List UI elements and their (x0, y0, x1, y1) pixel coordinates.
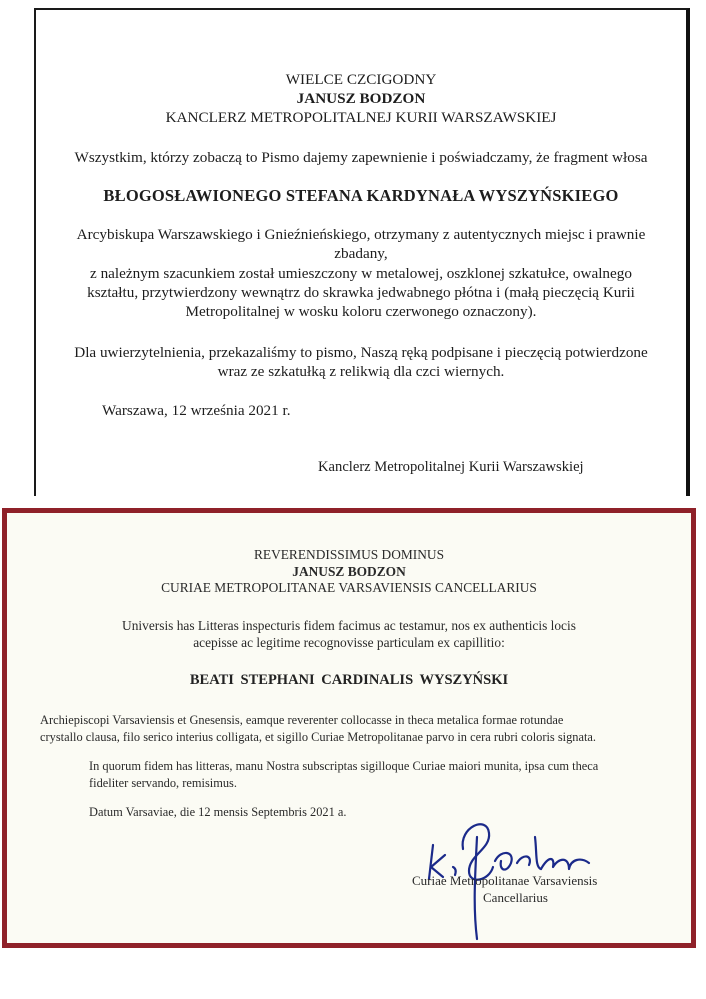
pl-title-name: JANUSZ BODZON (296, 90, 426, 107)
la-subject: BEATI STEPHANI CARDINALIS WYSZYŃSKI (189, 672, 509, 688)
la-intro-line: Universis has Litteras inspecturis fidem facimus ac testamur, nos ex authenticis locis (122, 618, 576, 633)
la-title-name: JANUSZ BODZON (292, 564, 406, 579)
pl-body-line: z należnym szacunkiem został umieszczony w metalowej, oszklonej szkatułce, owalnego (90, 265, 632, 282)
pl-body-line: Metropolitalnej w wosku koloru czerwonego oznaczony). (185, 303, 537, 320)
latin-certificate (2, 508, 696, 948)
la-date: Datum Varsaviae, die 12 mensis Septembris 2021 a. (89, 805, 347, 819)
pl-intro: Wszystkim, którzy zobaczą to Pismo dajemy zapewnienie i poświadczamy, że fragment włosa (74, 149, 648, 166)
la-attest-line: fideliter servando, remisimus. (89, 776, 237, 790)
pl-title-office: KANCLERZ METROPOLITALNEJ KURII WARSZAWSKIEJ (165, 109, 557, 126)
polish-certificate (34, 8, 690, 496)
la-intro-line: acepisse ac legitime recognovisse particulam ex capillitio: (193, 635, 505, 650)
la-title-office: CURIAE METROPOLITANAE VARSAVIENSIS CANCELLARIUS (161, 580, 537, 595)
la-body-line: Archiepiscopi Varsaviensis et Gnesensis, eamque reverenter collocasse in theca metalica formae rotundae (40, 713, 564, 727)
pl-body-line: kształtu, przytwierdzony wewnątrz do skrawka jedwabnego płótna i (małą pieczęcią Kurii (87, 284, 635, 301)
la-signature-title: Curiae Metropolitanae Varsaviensis (412, 873, 598, 888)
pl-date: Warszawa, 12 września 2021 r. (102, 402, 291, 419)
pl-body-line: zbadany, (334, 245, 388, 262)
la-attest-line: In quorum fidem has litteras, manu Nostra subscriptas sigilloque Curiae maiori munita, ipsa cum theca (89, 759, 599, 773)
pl-subject: BŁOGOSŁAWIONEGO STEFANA KARDYNAŁA WYSZYŃSKIEGO (103, 186, 619, 205)
la-body-line: crystallo clausa, filo serico interius colligata, et sigillo Curiae Metropolitanae parvo in cera rubri coloris signata. (40, 730, 597, 744)
pl-body-line: Arcybiskupa Warszawskiego i Gnieźnieńskiego, otrzymany z autentycznych miejsc i prawnie (76, 226, 646, 243)
pl-signature-title: Kanclerz Metropolitalnej Kurii Warszawskiej (318, 459, 584, 475)
pl-attest-line: Dla uwierzytelnienia, przekazaliśmy to pismo, Naszą ręką podpisane i pieczęcią potwierdzone (74, 344, 648, 361)
pl-attest-line: wraz ze szkatułką z relikwią dla czci wiernych. (217, 363, 505, 380)
pl-title-honorific: WIELCE CZCIGODNY (285, 71, 437, 88)
la-signature-title-2: Cancellarius (483, 890, 548, 905)
la-title-honorific: REVERENDISSIMUS DOMINUS (253, 547, 445, 562)
